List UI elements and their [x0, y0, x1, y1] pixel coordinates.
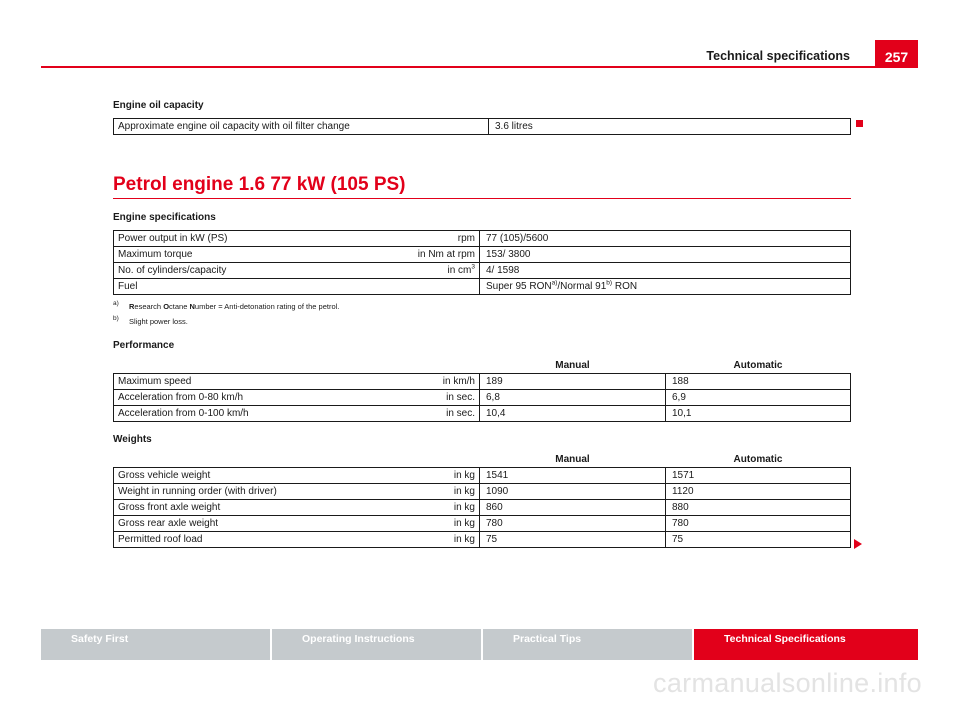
row-unit: in Nm at rpm	[394, 247, 480, 263]
footnote-text: esearch	[134, 302, 164, 311]
row-automatic: 6,9	[666, 390, 851, 406]
row-label: Gross vehicle weight	[114, 468, 394, 484]
unit-superscript: 3	[471, 263, 475, 271]
table-row	[114, 374, 851, 390]
section-title: Petrol engine 1.6 77 kW (105 PS)	[113, 174, 406, 195]
table-header-row	[114, 452, 851, 468]
row-unit: in km/h	[394, 374, 480, 390]
row-unit: in kg	[394, 516, 480, 532]
row-label: Maximum torque	[114, 247, 394, 263]
table-row	[114, 500, 851, 516]
row-label: Gross front axle weight	[114, 500, 394, 516]
row-manual: 860	[480, 500, 666, 516]
row-unit: in kg	[394, 468, 480, 484]
table-row	[114, 390, 851, 406]
row-value: 77 (105)/5600	[480, 231, 851, 247]
page-number: 257	[875, 40, 918, 68]
row-label: Weight in running order (with driver)	[114, 484, 394, 500]
table-row	[114, 532, 851, 548]
performance-table	[113, 358, 851, 422]
row-label: Approximate engine oil capacity with oil filter change	[114, 119, 489, 135]
footnote-ref-a: a)	[551, 279, 558, 287]
row-unit: rpm	[394, 231, 480, 247]
row-label: Acceleration from 0-80 km/h	[114, 390, 394, 406]
row-label: Power output in kW (PS)	[114, 231, 394, 247]
footnote-ref-b: b)	[606, 279, 613, 287]
table-row	[114, 484, 851, 500]
row-manual: 10,4	[480, 406, 666, 422]
continue-arrow-icon	[854, 539, 862, 549]
row-automatic: 1120	[666, 484, 851, 500]
row-unit: in kg	[394, 500, 480, 516]
row-manual: 1090	[480, 484, 666, 500]
row-value: 3.6 litres	[489, 119, 851, 135]
header-spacer	[114, 358, 480, 374]
header-spacer	[114, 452, 480, 468]
table-row	[114, 231, 851, 247]
performance-heading: Performance	[113, 340, 175, 351]
watermark: carmanualsonline.info	[653, 668, 922, 698]
row-value: 4/ 1598	[480, 263, 851, 279]
row-automatic: 1571	[666, 468, 851, 484]
footnote-text: R	[129, 302, 135, 311]
oil-capacity-table	[113, 118, 851, 135]
row-automatic: 10,1	[666, 406, 851, 422]
row-manual: 75	[480, 532, 666, 548]
header-rule	[41, 66, 918, 68]
row-automatic: 188	[666, 374, 851, 390]
table-row	[114, 247, 851, 263]
row-unit	[394, 279, 480, 295]
section-rule	[113, 198, 851, 199]
table-row	[114, 468, 851, 484]
row-value: 153/ 3800	[480, 247, 851, 263]
footer-tab-operating-instructions[interactable]: Operating Instructions	[272, 629, 481, 660]
row-automatic: 880	[666, 500, 851, 516]
table-row	[114, 406, 851, 422]
table-header-row	[114, 358, 851, 374]
row-manual: 189	[480, 374, 666, 390]
fuel-text: RON	[612, 280, 638, 292]
row-manual: 1541	[480, 468, 666, 484]
page-header-title: Technical specifications	[706, 49, 850, 63]
column-header-manual: Manual	[480, 452, 666, 468]
row-label: Acceleration from 0-100 km/h	[114, 406, 394, 422]
table-row	[114, 263, 851, 279]
row-unit	[394, 263, 480, 279]
oil-capacity-heading: Engine oil capacity	[113, 100, 204, 111]
row-unit: in sec.	[394, 390, 480, 406]
row-manual: 6,8	[480, 390, 666, 406]
engine-specs-table	[113, 230, 851, 295]
column-header-automatic: Automatic	[666, 358, 851, 374]
table-row	[114, 119, 851, 135]
weights-heading: Weights	[113, 434, 152, 445]
row-label: Maximum speed	[114, 374, 394, 390]
footer-tab-practical-tips[interactable]: Practical Tips	[483, 629, 692, 660]
row-value	[480, 279, 851, 295]
row-unit: in kg	[394, 484, 480, 500]
row-unit: in kg	[394, 532, 480, 548]
footer-tab-technical-specifications[interactable]: Technical Specifications	[694, 629, 918, 660]
column-header-automatic: Automatic	[666, 452, 851, 468]
footnote-a	[113, 302, 339, 311]
row-automatic: 780	[666, 516, 851, 532]
footnote-b	[113, 317, 188, 326]
footnote-text: O	[163, 302, 170, 311]
fuel-text: Super 95 RON	[486, 280, 552, 292]
footnote-mark: b)	[113, 315, 119, 322]
row-label: Permitted roof load	[114, 532, 394, 548]
footnote-text: ctane	[169, 302, 190, 311]
row-label: No. of cylinders/capacity	[114, 263, 394, 279]
footer-navigation	[41, 629, 918, 660]
section-end-marker	[856, 120, 863, 127]
unit-text: in cm	[447, 264, 472, 276]
row-label: Fuel	[114, 279, 394, 295]
footnote-text: Slight power loss.	[129, 317, 188, 326]
row-unit: in sec.	[394, 406, 480, 422]
row-label: Gross rear axle weight	[114, 516, 394, 532]
weights-table	[113, 452, 851, 548]
footnote-text: N	[189, 302, 195, 311]
row-automatic: 75	[666, 532, 851, 548]
fuel-text: /Normal 91	[557, 280, 607, 292]
footnote-mark: a)	[113, 300, 119, 307]
footnote-text: umber = Anti-detonation rating of the petrol.	[194, 302, 340, 311]
engine-specs-heading: Engine specifications	[113, 212, 216, 223]
column-header-manual: Manual	[480, 358, 666, 374]
table-row	[114, 279, 851, 295]
row-manual: 780	[480, 516, 666, 532]
table-row	[114, 516, 851, 532]
footer-tab-safety-first[interactable]: Safety First	[41, 629, 270, 660]
